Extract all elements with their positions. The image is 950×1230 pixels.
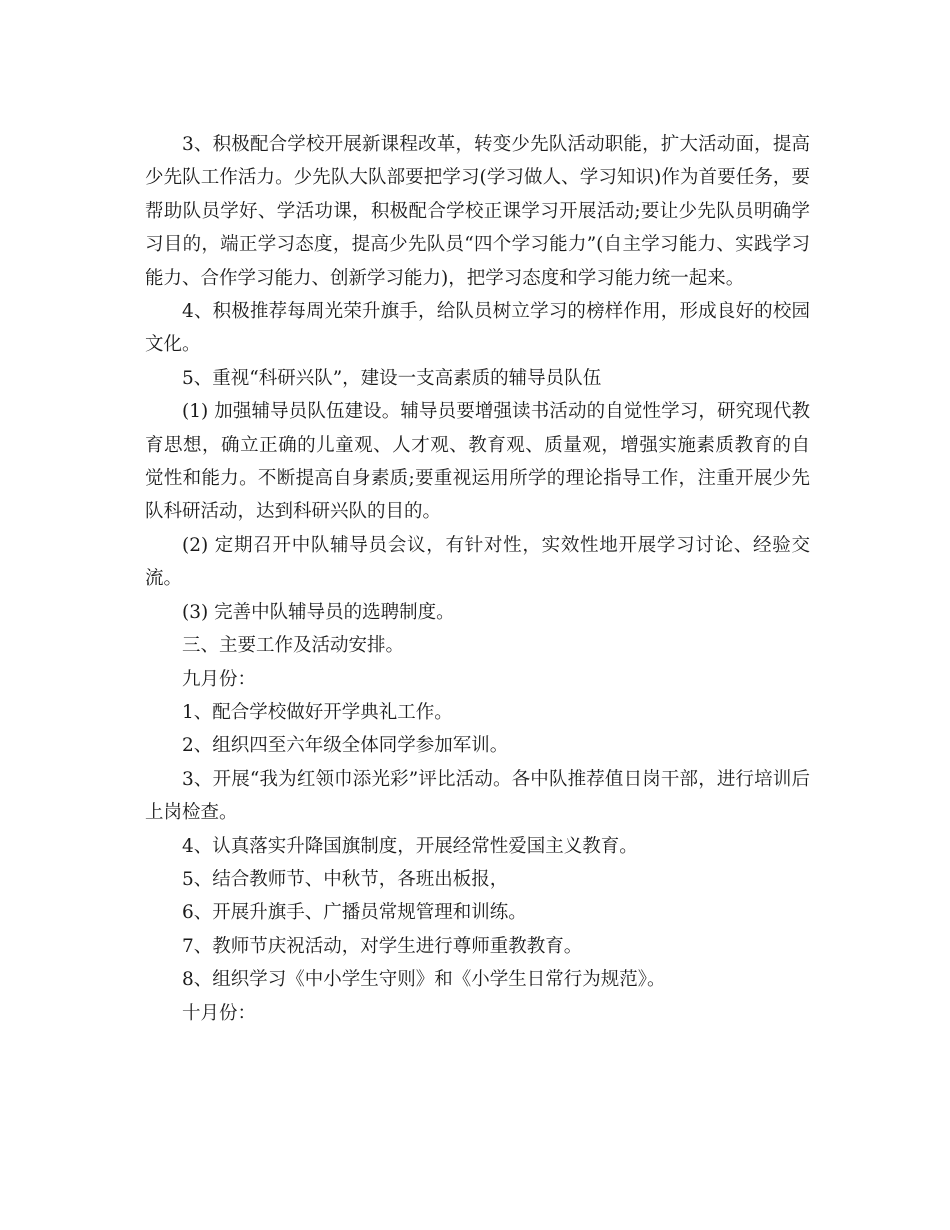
september-item-8: 8、组织学习《中小学生守则》和《小学生日常行为规范》。 [182,969,666,991]
paragraph-sub-3: (3) 完善中队辅导员的选聘制度。 [182,601,455,623]
september-item-3: 3、开展“我为红领巾添光彩”评比活动。各中队推荐值日岗干部，进行培训后上岗检查。 [145,768,810,824]
paragraph-item-5: 5、重视“科研兴队”，建设一支高素质的辅导员队伍 [182,367,602,389]
september-item-5: 5、结合教师节、中秋节，各班出板报， [182,868,509,890]
september-item-1: 1、配合学校做好开学典礼工作。 [182,701,453,723]
september-item-7: 7、教师节庆祝活动，对学生进行尊师重教教育。 [182,935,583,957]
september-item-6: 6、开展升旗手、广播员常规管理和训练。 [182,902,527,924]
section-heading-3: 三、主要工作及活动安排。 [182,635,405,657]
paragraph-sub-2: (2) 定期召开中队辅导员会议，有针对性，实效性地开展学习讨论、经验交流。 [145,534,810,590]
september-item-4: 4、认真落实升降国旗制度，开展经常性爱国主义教育。 [182,835,638,857]
paragraph-sub-1: (1) 加强辅导员队伍建设。辅导员要增强读书活动的自觉性学习，研究现代教育思想，确立正确的儿童观、人才观、教育观、质量观，增强实施素质教育的自觉性和能力。不断提高自身素质;要重视运用所学的理论指导工作，注重开展少先队科研活动，达到科研兴队的目的。 [145,401,810,523]
paragraph-item-3: 3、积极配合学校开展新课程改革，转变少先队活动职能，扩大活动面，提高少先队工作活力。少先队大队部要把学习(学习做人、学习知识)作为首要任务，要帮助队员学好、学活功课，积极配合学校正课学习开展活动;要让少先队员明确学习目的，端正学习态度，提高少先队员“四个学习能力”(自主学习能力、实践学习能力、合作学习能力、创新学习能力)，把学习态度和学习能力统一起来。 [145,134,810,289]
month-heading-september: 九月份： [182,668,257,690]
september-item-2: 2、组织四至六年级全体同学参加军训。 [182,735,509,757]
paragraph-item-4: 4、积极推荐每周光荣升旗手，给队员树立学习的榜样作用，形成良好的校园文化。 [145,301,810,356]
month-heading-october: 十月份： [182,1002,257,1024]
